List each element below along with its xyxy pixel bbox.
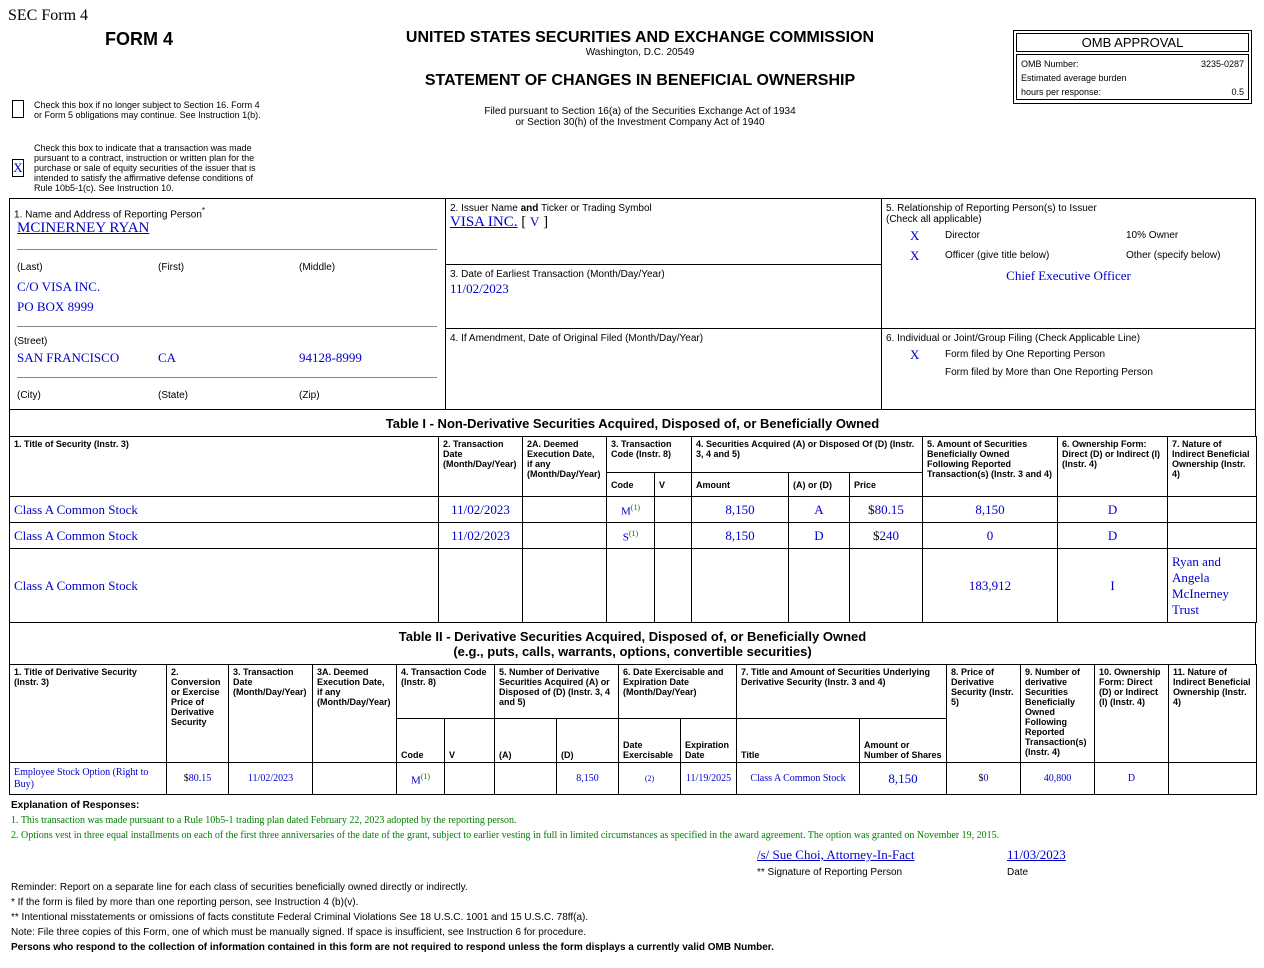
ten-percent-owner-label: 10% Owner [1126,230,1179,241]
officer-title: Chief Executive Officer [1006,268,1131,283]
table2-title: Table II - Derivative Securities Acquired, Disposed of, or Beneficially Owned (e.g., puts, calls, warrants, options, convertible securities) [9,622,1256,665]
state-value: CA [158,350,177,365]
issuer-box: 2. Issuer Name and Ticker or Trading Symbol VISA INC. [ V ] [445,198,882,265]
footnote-2: 2. Options vest in three equal installments on each of the first three anniversaries of the date of the grant, subject to earlier vesting in full in limited circumstances as specified in the award agreement. The option was granted on November 19, 2015. [11,830,1000,841]
box1-label: 1. Name and Address of Reporting Person [14,209,202,221]
t1-h-date: 2. Transaction Date (Month/Day/Year) [439,437,523,497]
filing-type-box [881,328,1256,410]
box6-label: 6. Individual or Joint/Group Filing (Check Applicable Line) [886,333,1141,344]
street-line1: C/O VISA INC. [17,279,101,294]
zip-label: (Zip) [299,390,320,401]
director-label: Director [945,230,981,241]
box3-label: 3. Date of Earliest Transaction (Month/Day/Year) [450,269,665,280]
city-label: (City) [17,390,41,401]
middle-label: (Middle) [299,262,336,273]
zip-value: 94128-8999 [299,350,362,365]
nature-of-ownership: Ryan and Angela McInerney Trust [1168,549,1257,623]
file-note: Note: File three copies of this Form, one of which must be manually signed. If space is insufficient, see Instruction 6 for procedure. [11,927,587,938]
t1-h-owned: 5. Amount of Securities Beneficially Owned Following Reported Transaction(s) (Instr. 3 and 4) [923,437,1058,497]
t1-h-v-sub: V [655,473,692,497]
box5-sublabel: (Check all applicable) [886,214,982,225]
t1-h-nature: 7. Nature of Indirect Beneficial Ownership (Instr. 4) [1168,437,1257,497]
sec-form-label: SEC Form 4 [8,7,89,24]
earliest-transaction-date: 11/02/2023 [450,281,509,296]
box5-label: 5. Relationship of Reporting Person(s) to Issuer [886,203,1097,214]
omb-persons-note: Persons who respond to the collection of information contained in this form are not required to respond unless the form displays a currently valid OMB Number. [11,942,774,953]
footnote-1: 1. This transaction was made pursuant to a Rule 10b5-1 trading plan dated February 22, 2023 adopted by the reporting person. [11,815,517,826]
reporting-person-name[interactable]: MCINERNEY RYAN [17,220,150,236]
section16-text-line1: Check this box if no longer subject to Section 16. Form 4 [34,100,260,110]
omb-number-value: 3235-0287 [1200,59,1244,69]
agency-location: Washington, D.C. 20549 [585,47,695,58]
omb-burden-label: Estimated average burden [1021,73,1127,83]
ticker-symbol: V [530,214,540,229]
rule10b5-checkbox[interactable]: X [13,160,23,175]
signature: /s/ Sue Choi, Attorney-In-Fact [757,847,915,862]
state-label: (State) [158,390,189,401]
city-value: SAN FRANCISCO [17,350,120,365]
star-note-2: ** Intentional misstatements or omissions of facts constitute Federal Criminal Violations See 18 U.S.C. 1001 and 15 U.S.C. 78ff(a). [11,912,589,923]
t1-h-code: 3. Transaction Code (Instr. 8) [607,437,692,473]
statement-title: STATEMENT OF CHANGES IN BENEFICIAL OWNERSHIP [424,72,856,89]
omb-hours-label: hours per response: [1021,87,1102,97]
t1-h-title: 1. Title of Security (Instr. 3) [10,437,439,497]
omb-number-label: OMB Number: [1021,59,1079,69]
filed-pursuant-line1: Filed pursuant to Section 16(a) of the Securities Exchange Act of 1934 [484,106,796,117]
officer-mark: X [910,248,920,263]
table1-title: Table I - Non-Derivative Securities Acquired, Disposed of, or Beneficially Owned [9,409,1256,437]
filed-pursuant-line2: or Section 30(h) of the Investment Company Act of 1940 [515,117,765,128]
table-row: Class A Common Stock 11/02/2023 $S^{(1)}$ 8,150 D $240 0 D [10,523,1257,549]
officer-label: Officer (give title below) [945,250,1050,261]
last-label: (Last) [17,262,43,273]
street-label: (Street) [14,336,48,347]
agency-title: UNITED STATES SECURITIES AND EXCHANGE COMMISSION [405,29,875,46]
t1-h-deemed: 2A. Deemed Execution Date, if any (Month/Day/Year) [523,437,607,497]
table-row: Employee Stock Option (Right to Buy) $80.15 11/02/2023 $M^{(1)}$ 8,150 (2) 11/19/2025 Class A Common Stock 8,150 $0 40,800 D [10,763,1257,795]
more-persons-label: Form filed by More than One Reporting Person [945,367,1153,378]
omb-details [1016,54,1249,100]
relationship-box [881,198,1256,329]
reporting-person-box: 1. Name and Address of Reporting Person* MCINERNEY RYAN (Last) (First) (Middle) C/O VISA INC. PO BOX 8999 (Street) SAN FRANCISCO CA 94128-8999 (City) (State) (Zip) [9,198,446,410]
table1 [9,436,1257,623]
t1-h-amount-sub: Amount [692,473,789,497]
other-label: Other (specify below) [1126,250,1221,261]
street-line2: PO BOX 8999 [17,299,94,314]
omb-approval-title: OMB APPROVAL [1016,33,1249,52]
amendment-box [445,328,882,410]
signature-label: ** Signature of Reporting Person [757,867,903,878]
omb-hours-value: 0.5 [1231,87,1244,97]
box4-label: 4. If Amendment, Date of Original Filed (Month/Day/Year) [450,333,704,344]
earliest-transaction-box [445,264,882,329]
first-label: (First) [158,262,185,273]
explanation-heading: Explanation of Responses: [11,800,140,811]
t1-h-form: 6. Ownership Form: Direct (D) or Indirect (I) (Instr. 4) [1058,437,1168,497]
table2: 1. Title of Derivative Security (Instr. 3) 2. Conversion or Exercise Price of Derivative Security 3. Transaction Date (Month/Day/Year) 3A. Deemed Execution Date, if any (Month/Day/Year) 4. Transaction Code (Instr. 8) 5. Number of Derivative Securities Acquired (A) or Disposed of (D) (Instr. 3, 4 and 5) 6. Date Exercisable and Expiration Date (Month/Day/Year) 7. Title and Amount of Securities Underlying Derivative Security (Instr. 3 and 4) 8. Price of Derivative Security (Instr. 5) 9. Number of derivative Securities Beneficially Owned Following Reported Transaction(s) (Instr. 4) 10. Ownership Form: Direct (D) or Indirect (I) (Instr. 4) 11. Nature of Indirect Beneficial Ownership (Instr. 4) Code V (A) (D) Date Exercisable Expiration Date Title Amount or Number of Shares Employee Stock Option (Right to Buy) $80.15 11/02/2023 $M^{(1)}$ 8,150 (2) 11/19/2025 Class A Common Stock 8,150 $0 40,800 D [9,664,1257,795]
reminder-text: Reminder: Report on a separate line for each class of securities beneficially owned directly or indirectly. [11,882,468,893]
t1-h-aord-sub: (A) or (D) [789,473,850,497]
table-row: Class A Common Stock 11/02/2023 $M^{(1)}$ 8,150 A $80.15 8,150 D [10,497,1257,523]
star-note-1: * If the form is filed by more than one reporting person, see Instruction 4 (b)(v). [11,897,359,908]
signature-date: 11/03/2023 [1007,847,1066,862]
form-title: FORM 4 [105,29,174,49]
director-mark: X [910,228,920,243]
one-person-label: Form filed by One Reporting Person [945,349,1106,360]
t1-h-acquired: 4. Securities Acquired (A) or Disposed Of (D) (Instr. 3, 4 and 5) [692,437,923,473]
section16-text-line2: or Form 5 obligations may continue. See Instruction 1(b). [34,110,261,120]
date-label: Date [1007,867,1029,878]
issuer-name-link[interactable]: VISA INC. [450,214,518,230]
t1-h-price-sub: Price [850,473,923,497]
t1-h-code-sub: Code [607,473,655,497]
one-person-mark: X [910,347,920,362]
table-row: Class A Common Stock 183,912 I Ryan and Angela McInerney Trust [10,549,1257,623]
omb-approval-box [1013,30,1252,104]
rule10b5-text: Check this box to indicate that a transaction was made pursuant to a contract, instruction or written plan for the purchase or sale of equity securities of the issuer that is intended to satisfy the affirmative defense conditions of Rule 10b5-1(c). See Instruction 10. [34,143,256,193]
section16-checkbox[interactable] [12,100,24,118]
